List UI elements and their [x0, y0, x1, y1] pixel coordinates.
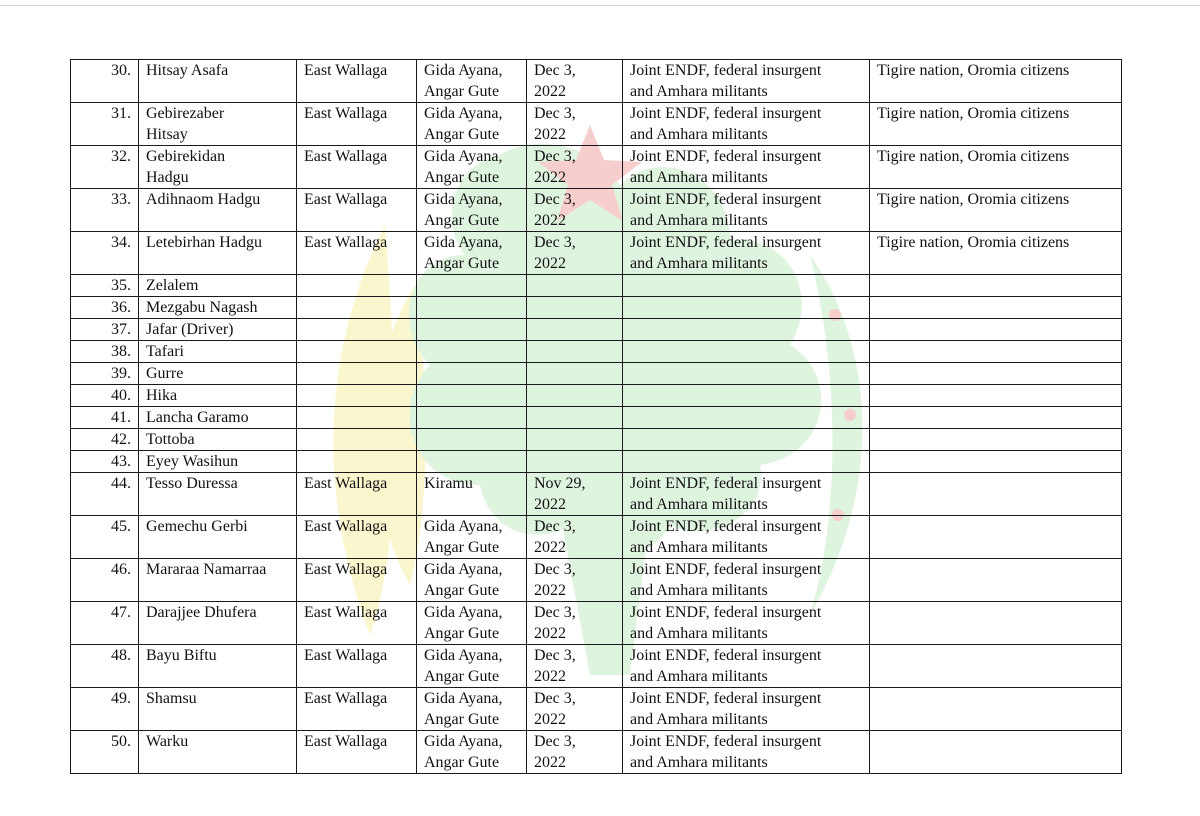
row-number: 45.: [71, 516, 139, 559]
victim-name: [139, 407, 297, 429]
date-cell-line: Dec 3,: [534, 733, 576, 750]
victim-name-line: Gebirekidan: [146, 148, 226, 165]
row-number: 32.: [71, 146, 139, 189]
table-row: [71, 232, 1122, 275]
zone-cell: [297, 341, 417, 363]
table-row: [71, 451, 1122, 473]
place-cell-line: Gida Ayana,: [424, 561, 503, 578]
victim-name: [139, 451, 297, 473]
page-top-divider: [0, 5, 1200, 6]
place-cell-line: Angar Gute: [424, 83, 500, 100]
victim-name-line: Gemechu Gerbi: [146, 518, 248, 535]
table-row: [71, 429, 1122, 451]
perpetrator-cell-line: Joint ENDF, federal insurgent: [630, 733, 822, 750]
perpetrator-cell-line: Joint ENDF, federal insurgent: [630, 191, 822, 208]
zone-cell: [297, 319, 417, 341]
date-cell: [527, 451, 623, 473]
victim-name: [139, 645, 297, 688]
victim-group-cell: [870, 688, 1122, 731]
zone-cell: [297, 297, 417, 319]
place-cell-line: Angar Gute: [424, 539, 500, 556]
victim-name: [139, 731, 297, 774]
victim-group-cell: Tigire nation, Oromia citizens: [870, 146, 1122, 189]
zone-cell: East Wallaga: [297, 602, 417, 645]
row-number: 41.: [71, 407, 139, 429]
table-row: [71, 297, 1122, 319]
zone-cell: [297, 429, 417, 451]
date-cell-line: Dec 3,: [534, 561, 576, 578]
zone-cell: [297, 385, 417, 407]
place-cell-line: Gida Ayana,: [424, 62, 503, 79]
victim-name: [139, 429, 297, 451]
place-cell: [417, 473, 527, 516]
date-cell-line: Dec 3,: [534, 62, 576, 79]
victim-group-cell: [870, 451, 1122, 473]
victim-name-line: Mezgabu Nagash: [146, 299, 258, 316]
date-cell-line: 2022: [534, 668, 566, 685]
place-cell: [417, 319, 527, 341]
victim-group-cell: [870, 275, 1122, 297]
perpetrator-cell: [623, 385, 870, 407]
date-cell: [527, 146, 623, 189]
zone-cell: [297, 451, 417, 473]
zone-cell: East Wallaga: [297, 516, 417, 559]
victim-name-line: Hadgu: [146, 169, 189, 186]
perpetrator-cell-line: Joint ENDF, federal insurgent: [630, 148, 822, 165]
row-number: 31.: [71, 103, 139, 146]
perpetrator-cell: [623, 146, 870, 189]
place-cell: [417, 103, 527, 146]
perpetrator-cell: [623, 341, 870, 363]
victim-name-line: Tafari: [146, 343, 184, 360]
row-number: 40.: [71, 385, 139, 407]
victim-group-cell: Tigire nation, Oromia citizens: [870, 103, 1122, 146]
date-cell: [527, 602, 623, 645]
zone-cell: [297, 363, 417, 385]
table-row: [71, 363, 1122, 385]
table-row: [71, 602, 1122, 645]
place-cell-line: Gida Ayana,: [424, 733, 503, 750]
victim-group-cell: [870, 559, 1122, 602]
row-number: 47.: [71, 602, 139, 645]
table-row: [71, 189, 1122, 232]
row-number: 33.: [71, 189, 139, 232]
victim-name: [139, 559, 297, 602]
victim-name-line: Eyey Wasihun: [146, 453, 239, 470]
row-number: 42.: [71, 429, 139, 451]
date-cell: [527, 516, 623, 559]
place-cell: [417, 363, 527, 385]
place-cell-line: Gida Ayana,: [424, 647, 503, 664]
victim-name-line: Gebirezaber: [146, 105, 225, 122]
date-cell-line: 2022: [534, 582, 566, 599]
victim-name: [139, 602, 297, 645]
place-cell: [417, 429, 527, 451]
victim-name-line: Bayu Biftu: [146, 647, 217, 664]
date-cell: [527, 319, 623, 341]
victim-name: [139, 319, 297, 341]
zone-cell: East Wallaga: [297, 559, 417, 602]
victim-name-line: Hitsay: [146, 126, 188, 143]
row-number: 38.: [71, 341, 139, 363]
place-cell-line: Angar Gute: [424, 169, 500, 186]
table-row: [71, 103, 1122, 146]
place-cell-line: Gida Ayana,: [424, 105, 503, 122]
date-cell-line: 2022: [534, 255, 566, 272]
victim-name: [139, 60, 297, 103]
victim-name: [139, 232, 297, 275]
victim-group-cell: [870, 516, 1122, 559]
date-cell-line: 2022: [534, 496, 566, 513]
victim-name-line: Mararaa Namarraa: [146, 561, 267, 578]
perpetrator-cell: [623, 189, 870, 232]
victim-name-line: Gurre: [146, 365, 184, 382]
date-cell-line: Nov 29,: [534, 475, 586, 492]
place-cell: [417, 385, 527, 407]
records-table: [70, 59, 1122, 774]
perpetrator-cell-line: Joint ENDF, federal insurgent: [630, 647, 822, 664]
victim-name-line: Hitsay Asafa: [146, 62, 229, 79]
date-cell: [527, 297, 623, 319]
date-cell: [527, 363, 623, 385]
table-row: [71, 516, 1122, 559]
place-cell-line: Gida Ayana,: [424, 518, 503, 535]
zone-cell: East Wallaga: [297, 688, 417, 731]
date-cell: [527, 731, 623, 774]
victim-name-line: Warku: [146, 733, 189, 750]
zone-cell: East Wallaga: [297, 731, 417, 774]
date-cell: [527, 60, 623, 103]
victim-name: [139, 297, 297, 319]
date-cell: [527, 559, 623, 602]
perpetrator-cell-line: Joint ENDF, federal insurgent: [630, 105, 822, 122]
row-number: 44.: [71, 473, 139, 516]
victim-group-cell: [870, 429, 1122, 451]
zone-cell: East Wallaga: [297, 189, 417, 232]
victim-group-cell: [870, 319, 1122, 341]
place-cell-line: Kiramu: [424, 475, 473, 492]
table-row: [71, 731, 1122, 774]
place-cell-line: Angar Gute: [424, 126, 500, 143]
victim-name: [139, 385, 297, 407]
victim-group-cell: [870, 297, 1122, 319]
table-row: [71, 473, 1122, 516]
place-cell-line: Gida Ayana,: [424, 234, 503, 251]
victim-group-cell: Tigire nation, Oromia citizens: [870, 232, 1122, 275]
perpetrator-cell: [623, 275, 870, 297]
row-number: 43.: [71, 451, 139, 473]
date-cell: [527, 645, 623, 688]
victim-group-cell: [870, 731, 1122, 774]
date-cell-line: Dec 3,: [534, 690, 576, 707]
zone-cell: East Wallaga: [297, 146, 417, 189]
perpetrator-cell-line: Joint ENDF, federal insurgent: [630, 561, 822, 578]
date-cell: [527, 688, 623, 731]
date-cell: [527, 275, 623, 297]
perpetrator-cell: [623, 429, 870, 451]
row-number: 30.: [71, 60, 139, 103]
zone-cell: East Wallaga: [297, 103, 417, 146]
date-cell-line: Dec 3,: [534, 191, 576, 208]
place-cell: [417, 645, 527, 688]
perpetrator-cell-line: and Amhara militants: [630, 754, 768, 771]
table-row: [71, 385, 1122, 407]
date-cell: [527, 232, 623, 275]
perpetrator-cell-line: and Amhara militants: [630, 496, 768, 513]
date-cell-line: 2022: [534, 625, 566, 642]
victim-group-cell: [870, 363, 1122, 385]
victim-group-cell: Tigire nation, Oromia citizens: [870, 60, 1122, 103]
perpetrator-cell-line: and Amhara militants: [630, 582, 768, 599]
zone-cell: [297, 407, 417, 429]
zone-cell: East Wallaga: [297, 645, 417, 688]
perpetrator-cell: [623, 319, 870, 341]
victim-group-cell: [870, 473, 1122, 516]
victim-name-line: Tesso Duressa: [146, 475, 238, 492]
date-cell-line: 2022: [534, 539, 566, 556]
perpetrator-cell: [623, 60, 870, 103]
zone-cell: East Wallaga: [297, 232, 417, 275]
place-cell: [417, 60, 527, 103]
place-cell: [417, 232, 527, 275]
date-cell: [527, 189, 623, 232]
perpetrator-cell-line: Joint ENDF, federal insurgent: [630, 234, 822, 251]
place-cell: [417, 602, 527, 645]
perpetrator-cell: [623, 297, 870, 319]
place-cell: [417, 189, 527, 232]
victim-name: [139, 341, 297, 363]
victim-name: [139, 516, 297, 559]
perpetrator-cell: [623, 559, 870, 602]
victim-name-line: Hika: [146, 387, 178, 404]
victim-name: [139, 363, 297, 385]
row-number: 36.: [71, 297, 139, 319]
row-number: 37.: [71, 319, 139, 341]
perpetrator-cell: [623, 645, 870, 688]
place-cell-line: Angar Gute: [424, 668, 500, 685]
victim-name: [139, 473, 297, 516]
date-cell: [527, 407, 623, 429]
victim-group-cell: Tigire nation, Oromia citizens: [870, 189, 1122, 232]
place-cell-line: Angar Gute: [424, 711, 500, 728]
place-cell-line: Angar Gute: [424, 255, 500, 272]
perpetrator-cell-line: and Amhara militants: [630, 212, 768, 229]
victim-name: [139, 275, 297, 297]
perpetrator-cell-line: and Amhara militants: [630, 255, 768, 272]
place-cell: [417, 407, 527, 429]
place-cell: [417, 688, 527, 731]
table-row: [71, 341, 1122, 363]
perpetrator-cell: [623, 516, 870, 559]
place-cell: [417, 516, 527, 559]
row-number: 39.: [71, 363, 139, 385]
perpetrator-cell: [623, 103, 870, 146]
place-cell: [417, 146, 527, 189]
victim-name-line: Darajjee Dhufera: [146, 604, 257, 621]
date-cell-line: Dec 3,: [534, 647, 576, 664]
row-number: 46.: [71, 559, 139, 602]
zone-cell: East Wallaga: [297, 473, 417, 516]
perpetrator-cell: [623, 688, 870, 731]
victim-name-line: Shamsu: [146, 690, 197, 707]
victim-group-cell: [870, 341, 1122, 363]
date-cell-line: 2022: [534, 126, 566, 143]
place-cell: [417, 275, 527, 297]
perpetrator-cell-line: and Amhara militants: [630, 83, 768, 100]
perpetrator-cell-line: and Amhara militants: [630, 169, 768, 186]
table-row: [71, 559, 1122, 602]
perpetrator-cell-line: Joint ENDF, federal insurgent: [630, 604, 822, 621]
victim-group-cell: [870, 407, 1122, 429]
victim-name-line: Letebirhan Hadgu: [146, 234, 262, 251]
table-row: [71, 645, 1122, 688]
perpetrator-cell-line: and Amhara militants: [630, 539, 768, 556]
date-cell-line: Dec 3,: [534, 105, 576, 122]
perpetrator-cell-line: and Amhara militants: [630, 711, 768, 728]
perpetrator-cell: [623, 451, 870, 473]
perpetrator-cell-line: Joint ENDF, federal insurgent: [630, 62, 822, 79]
place-cell: [417, 451, 527, 473]
row-number: 35.: [71, 275, 139, 297]
date-cell-line: Dec 3,: [534, 604, 576, 621]
table-row: [71, 60, 1122, 103]
table-row: [71, 688, 1122, 731]
date-cell-line: Dec 3,: [534, 148, 576, 165]
perpetrator-cell: [623, 602, 870, 645]
perpetrator-cell: [623, 407, 870, 429]
place-cell: [417, 341, 527, 363]
table-row: [71, 319, 1122, 341]
perpetrator-cell-line: Joint ENDF, federal insurgent: [630, 518, 822, 535]
place-cell-line: Gida Ayana,: [424, 148, 503, 165]
place-cell-line: Angar Gute: [424, 754, 500, 771]
date-cell: [527, 341, 623, 363]
victim-name-line: Zelalem: [146, 277, 199, 294]
perpetrator-cell-line: Joint ENDF, federal insurgent: [630, 475, 822, 492]
date-cell-line: Dec 3,: [534, 234, 576, 251]
victim-group-cell: [870, 385, 1122, 407]
row-number: 34.: [71, 232, 139, 275]
row-number: 49.: [71, 688, 139, 731]
place-cell-line: Gida Ayana,: [424, 604, 503, 621]
place-cell-line: Angar Gute: [424, 582, 500, 599]
perpetrator-cell: [623, 363, 870, 385]
date-cell-line: 2022: [534, 711, 566, 728]
zone-cell: East Wallaga: [297, 60, 417, 103]
place-cell-line: Angar Gute: [424, 625, 500, 642]
perpetrator-cell-line: and Amhara militants: [630, 668, 768, 685]
date-cell: [527, 103, 623, 146]
row-number: 48.: [71, 645, 139, 688]
perpetrator-cell-line: and Amhara militants: [630, 126, 768, 143]
date-cell-line: 2022: [534, 83, 566, 100]
victim-name-line: Tottoba: [146, 431, 195, 448]
perpetrator-cell-line: Joint ENDF, federal insurgent: [630, 690, 822, 707]
date-cell: [527, 473, 623, 516]
row-number: 50.: [71, 731, 139, 774]
table-row: [71, 407, 1122, 429]
victim-group-cell: [870, 602, 1122, 645]
victim-name-line: Lancha Garamo: [146, 409, 249, 426]
place-cell: [417, 731, 527, 774]
table-row: [71, 146, 1122, 189]
perpetrator-cell: [623, 473, 870, 516]
place-cell-line: Gida Ayana,: [424, 191, 503, 208]
table-row: [71, 275, 1122, 297]
perpetrator-cell: [623, 731, 870, 774]
date-cell-line: 2022: [534, 169, 566, 186]
place-cell-line: Angar Gute: [424, 212, 500, 229]
victim-name: [139, 103, 297, 146]
date-cell-line: Dec 3,: [534, 518, 576, 535]
victim-name-line: Jafar (Driver): [146, 321, 234, 338]
date-cell: [527, 429, 623, 451]
date-cell: [527, 385, 623, 407]
perpetrator-cell-line: and Amhara militants: [630, 625, 768, 642]
perpetrator-cell: [623, 232, 870, 275]
place-cell-line: Gida Ayana,: [424, 690, 503, 707]
victim-name: [139, 146, 297, 189]
place-cell: [417, 297, 527, 319]
victim-name: [139, 688, 297, 731]
date-cell-line: 2022: [534, 754, 566, 771]
victim-group-cell: [870, 645, 1122, 688]
records-table-body: [71, 60, 1122, 774]
date-cell-line: 2022: [534, 212, 566, 229]
place-cell: [417, 559, 527, 602]
victim-name-line: Adihnaom Hadgu: [146, 191, 261, 208]
zone-cell: [297, 275, 417, 297]
victim-name: [139, 189, 297, 232]
